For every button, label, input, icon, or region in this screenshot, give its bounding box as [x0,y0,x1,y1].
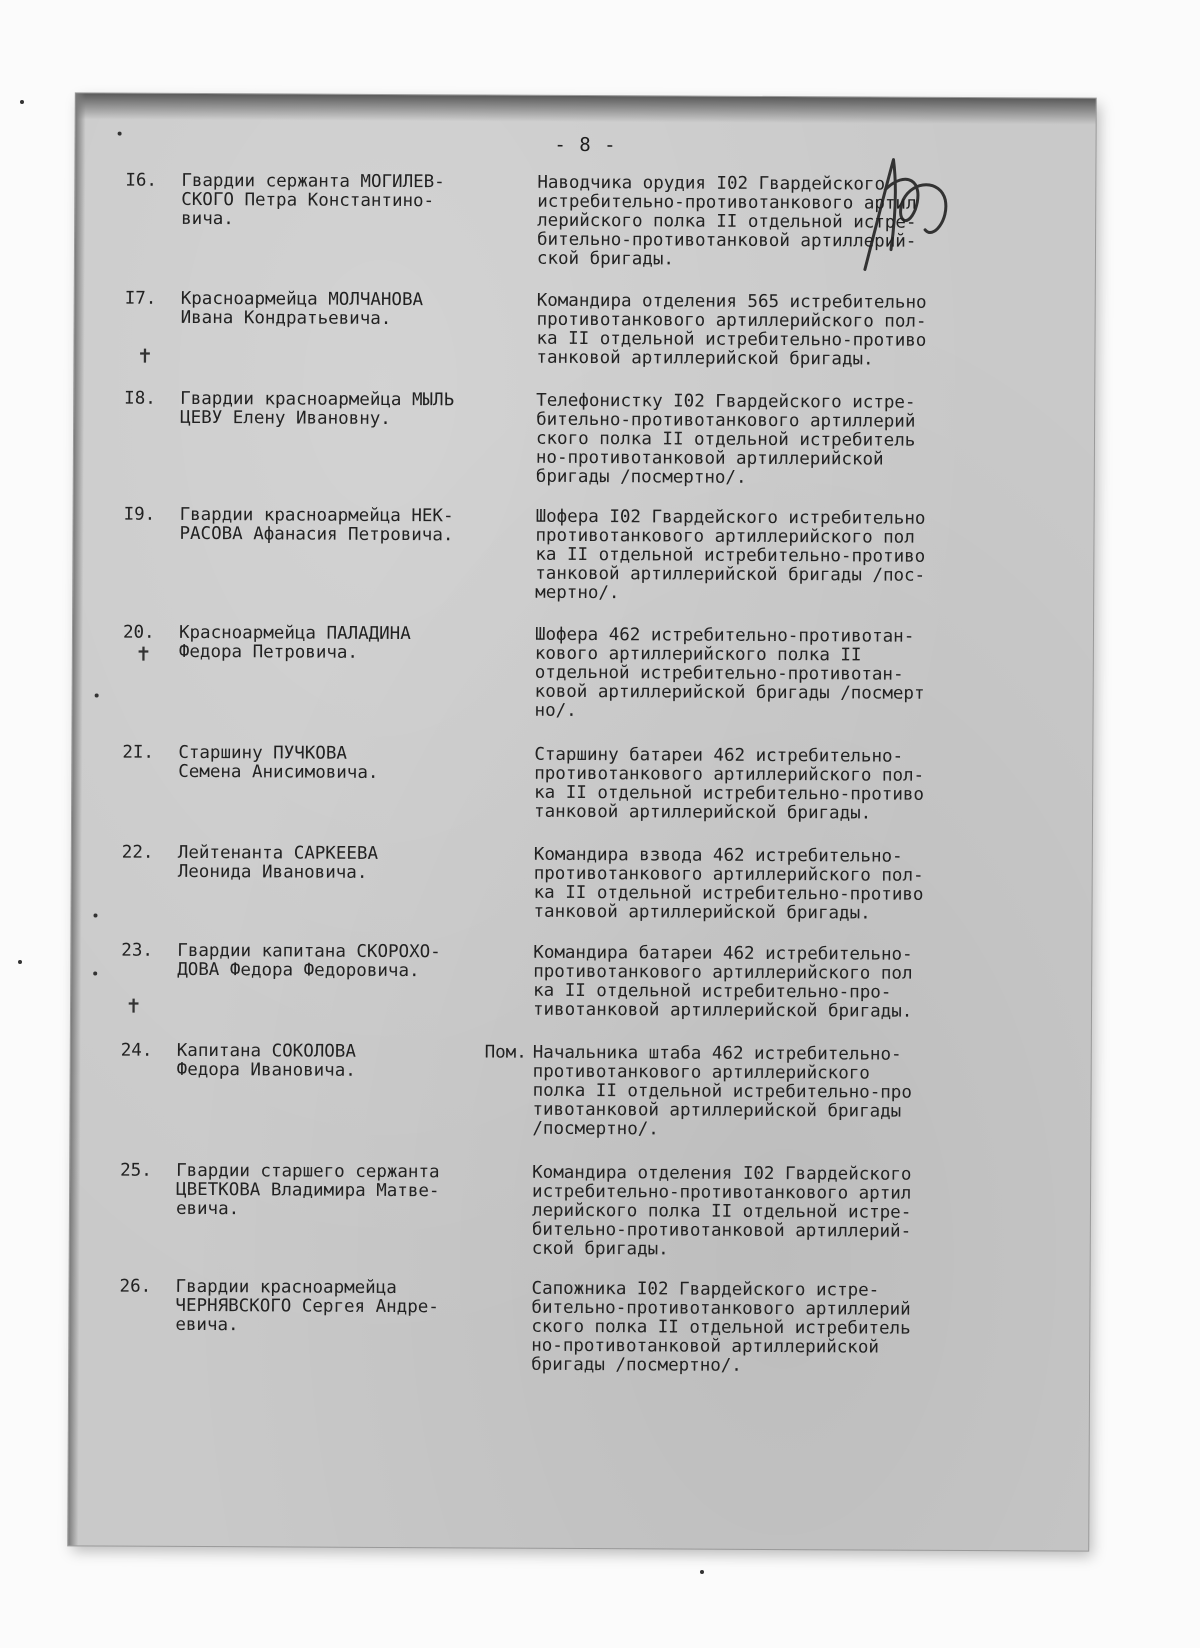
entry-position: Командира батареи 462 истребительно- противотанкового артиллерийского пол ка II отдельной истребительно-про- тивотанковой артиллерийской бригады. [532,942,913,1022]
entry-position: Начальника штаба 462 истребительно- противотанкового артиллерийского полка II отдельной истребительно-про тивотанковой артиллерийской бригады /посмертно/. [532,1042,912,1140]
hole-punch-mark [93,913,97,917]
entry-position: Наводчика орудия I02 Гвардейского истребительно-противотанкового артил лерийского полка II отдельной истре- бительно-противотанковой артиллерий- ской бригады. [536,172,917,270]
hole-punch-mark [118,132,122,136]
scan-speck [700,1570,704,1574]
entry-number: 22. [121,842,154,863]
entry-number: I9. [123,504,156,525]
award-entry [120,1040,1081,1140]
entry-number: 20. [122,622,155,643]
scan-speck [18,960,22,964]
entry-name: Старшину ПУЧКОВА Семена Анисимовича. [178,742,379,783]
entry-number: I6. [125,170,158,191]
entry-name: Гвардии старшего сержанта ЦВЕТКОВА Владимира Матве- евича. [175,1160,440,1220]
entry-number: 2I. [122,742,155,763]
entry-number: 23. [121,940,153,961]
entry-note: Пом. [484,1042,527,1063]
award-entry [124,288,1085,370]
entry-position: Командира отделения 565 истребительно противотанкового артиллерийского пол- ка II отдельной истребительно-противо танковой артиллерийской бригады. [536,290,927,370]
award-entry [121,842,1082,924]
scan-speck [20,100,24,104]
page-number: - 8 - [554,133,617,157]
entry-position: Командира отделения I02 Гвардейского истребительно-противотанкового артил лерийского полка II отдельной истре- бительно-противотанковой артиллерий- ской бригады. [531,1162,912,1260]
award-entry [120,1160,1080,1260]
page-top-shadow [76,93,1096,124]
entry-number: I7. [124,288,157,309]
hole-punch-mark [93,971,97,975]
margin-cross-icon: ✝ [136,641,151,667]
entry-name: Красноармейца МОЛЧАНОВА Ивана Кондратьевича. [180,288,424,329]
entry-name: Капитана СОКОЛОВА Федора Ивановича. [176,1040,356,1081]
entry-name: Красноармейца ПАЛАДИНА Федора Петровича. [178,622,411,663]
entry-position: Старшину батареи 462 истребительно- противотанкового артиллерийского пол- ка II отдельной истребительно-противо танковой артиллерийской бригады. [534,744,925,824]
margin-cross-icon: ✝ [126,993,141,1019]
entry-name: Гвардии красноармейца НЕК- РАСОВА Афанасия Петровича. [179,504,454,546]
entry-number: 26. [119,1276,152,1297]
award-entry [119,1276,1080,1376]
entry-name: Лейтенанта САРКЕЕВА Леонида Ивановича. [177,842,379,883]
document-page [68,93,1096,1550]
entry-name: Гвардии красноармейца ЧЕРНЯВСКОГО Сергея Андре- евича. [175,1276,439,1336]
entry-number: 25. [120,1160,152,1181]
entry-name: Гвардии сержанта МОГИЛЕВ- СКОГО Петра Константино- вича. [181,170,445,230]
award-entry [124,388,1084,488]
hole-punch-mark [95,693,99,697]
entry-position: Телефонистку I02 Гвардейского истре- бительно-противотанкового артиллерий ского полка II отдельной истребитель но-противотанковой артиллерийской бригады /посмертно/. [535,390,916,488]
entry-name: Гвардии капитана СКОРОХО- ДОВА Федора Федоровича. [177,940,441,982]
entry-name: Гвардии красноармейца МЫЛЬ ЦЕВУ Елену Ивановну. [180,388,455,429]
award-entry [123,504,1084,604]
margin-cross-icon: ✝ [138,343,152,369]
award-entry [122,742,1082,824]
entry-position: Сапожника I02 Гвардейского истре- бительно-противотанкового артиллерий ского полка II отдельной истребитель но-противотанковой артиллерийской бригады /посмертно/. [531,1278,911,1376]
award-entry [122,622,1083,721]
entry-number: 24. [120,1040,153,1061]
award-entry [121,940,1081,1022]
entry-position: Командира взвода 462 истребительно- противотанкового артиллерийского пол- ка II отдельной истребительно-противо танковой артиллерийской бригады. [533,844,924,924]
entry-position: Шофера 462 истребительно-противотан- кового артиллерийского полка II отдельной истребительно-противотан- ковой артиллерийской бригады /посмерт но/. [534,624,925,721]
entry-number: I8. [124,388,156,409]
entry-position: Шофера I02 Гвардейского истребительно противотанкового артиллерийского пол ка II отдельной истребительно-противо танковой артиллерийской бригады /пос- мертно/. [535,506,926,604]
